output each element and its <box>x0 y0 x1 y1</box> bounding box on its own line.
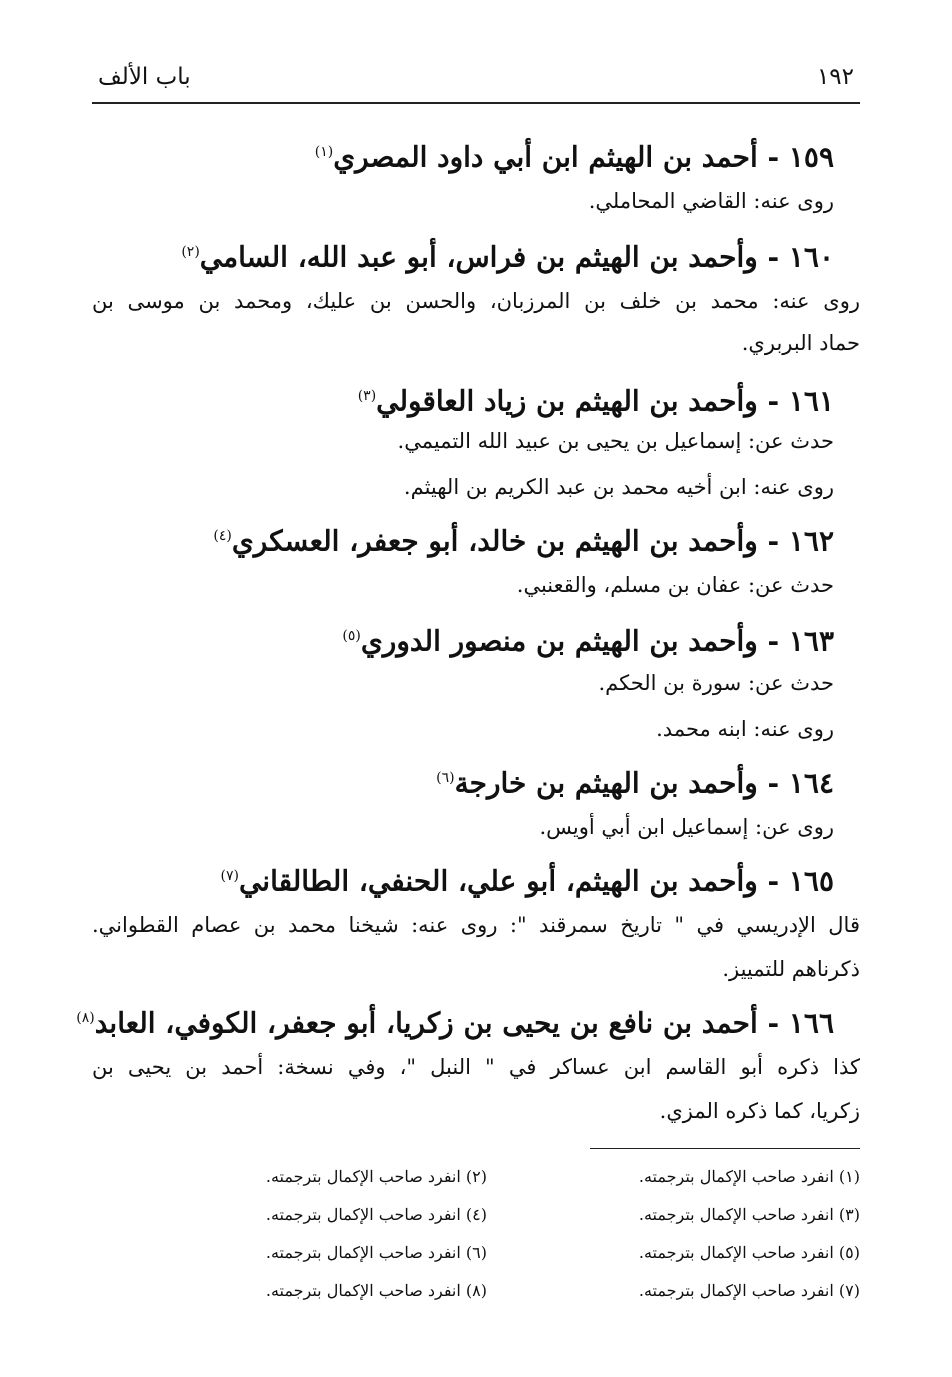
footnote-ref-7: (٧) <box>220 868 239 884</box>
footnote-ref-2: (٢) <box>181 244 200 260</box>
entry-161-title: ١٦١ - وأحمد بن الهيثم بن زياد العاقولي$^{(٣)}$ <box>357 384 834 418</box>
footnote-ref-8: (٨) <box>76 1010 95 1026</box>
footnote-2: (٢) انفرد صاحب الإكمال بترجمته. <box>265 1167 487 1186</box>
footnote-4: (٤) انفرد صاحب الإكمال بترجمته. <box>265 1205 487 1224</box>
entry-165-title: ١٦٥ - وأحمد بن الهيثم، أبو علي، الحنفي، الطالقاني$^{(٧)}$ <box>220 864 834 898</box>
entry-160-narrators: روى عنه: محمد بن خلف بن المرزبان، والحسن بن عليك، ومحمد بن موسى بن <box>92 289 860 313</box>
footnote-ref-5: (٥) <box>342 628 361 644</box>
footnote-separator <box>590 1148 860 1149</box>
page-header <box>92 62 860 102</box>
chapter-title: باب الألف <box>98 64 191 90</box>
footnote-3: (٣) انفرد صاحب الإكمال بترجمته. <box>638 1205 860 1224</box>
entry-165-note: قال الإدريسي في " تاريخ سمرقند ": روى عنه: شيخنا محمد بن عصام القطواني. <box>92 913 860 937</box>
entry-166-note-cont: زكريا، كما ذكره المزي. <box>659 1099 860 1123</box>
entry-164-title: ١٦٤ - وأحمد بن الهيثم بن خارجة$^{(٦)}$ <box>436 766 834 800</box>
footnote-ref-3: (٣) <box>357 388 377 404</box>
entry-164-teacher: روى عن: إسماعيل ابن أبي أويس. <box>539 815 834 839</box>
entry-163-narrator: روى عنه: ابنه محمد. <box>656 717 834 741</box>
footnote-7: (٧) انفرد صاحب الإكمال بترجمته. <box>638 1281 860 1300</box>
entry-163-title: ١٦٣ - وأحمد بن الهيثم بن منصور الدوري$^{(٥)}$ <box>342 624 834 658</box>
entry-161-teacher: حدث عن: إسماعيل بن يحيى بن عبيد الله التميمي. <box>397 429 834 453</box>
footnote-6: (٦) انفرد صاحب الإكمال بترجمته. <box>265 1243 487 1262</box>
entry-166-title: ١٦٦ - أحمد بن نافع بن يحيى بن زكريا، أبو جعفر، الكوفي، العابد$^{(٨)}$ <box>76 1006 834 1040</box>
page-number: ١٩٢ <box>816 64 854 90</box>
footnote-5: (٥) انفرد صاحب الإكمال بترجمته. <box>638 1243 860 1262</box>
entry-165-note-cont: ذكرناهم للتمييز. <box>722 957 860 981</box>
entry-163-teacher: حدث عن: سورة بن الحكم. <box>598 671 834 695</box>
entry-162-teachers: حدث عن: عفان بن مسلم، والقعنبي. <box>516 573 834 597</box>
header-rule <box>92 102 860 104</box>
entry-160-narrators-cont: حماد البربري. <box>741 331 860 355</box>
footnote-ref-1: (١) <box>314 144 334 160</box>
entry-159-narrator: روى عنه: القاضي المحاملي. <box>588 189 834 213</box>
entry-161-narrator: روى عنه: ابن أخيه محمد بن عبد الكريم بن الهيثم. <box>403 475 834 499</box>
entry-162-title: ١٦٢ - وأحمد بن الهيثم بن خالد، أبو جعفر، العسكري$^{(٤)}$ <box>213 524 834 558</box>
entry-159-title: ١٥٩ - أحمد بن الهيثم ابن أبي داود المصري$^{(١)}$ <box>314 140 834 174</box>
footnote-8: (٨) انفرد صاحب الإكمال بترجمته. <box>265 1281 487 1300</box>
entry-160-title: ١٦٠ - وأحمد بن الهيثم بن فراس، أبو عبد الله، السامي$^{(٢)}$ <box>181 240 834 274</box>
entry-166-note: كذا ذكره أبو القاسم ابن عساكر في " النبل "، وفي نسخة: أحمد بن يحيى بن <box>92 1055 860 1079</box>
footnote-1: (١) انفرد صاحب الإكمال بترجمته. <box>638 1167 860 1186</box>
footnote-ref-6: (٦) <box>436 770 455 786</box>
footnote-ref-4: (٤) <box>213 528 232 544</box>
